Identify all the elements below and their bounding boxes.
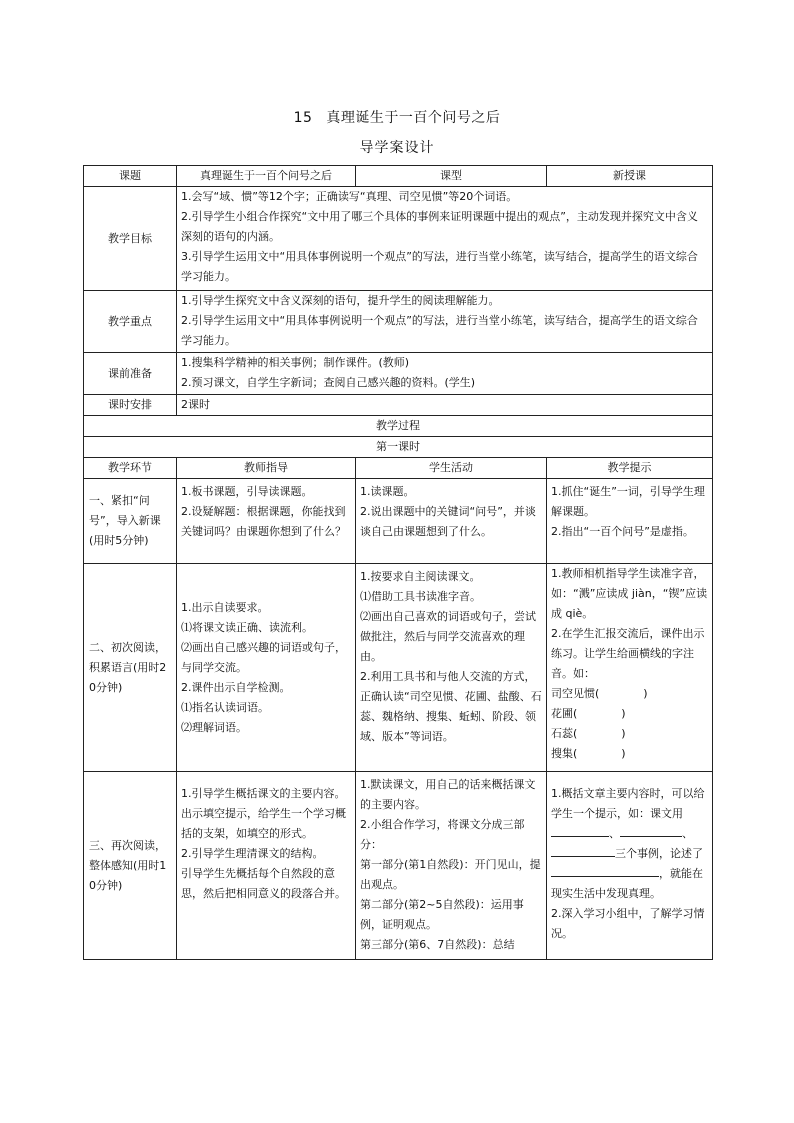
focus-item: 1.引导学生探究文中含义深刻的语句，提升学生的阅读理解能力。: [181, 294, 500, 307]
lesson-plan-table: [83, 165, 713, 960]
goals-row: [84, 187, 713, 291]
prep-item: 1.搜集科学精神的相关事例；制作课件。(教师): [181, 356, 410, 369]
fill-blank: [551, 824, 609, 837]
student-item: 1.按要求自主阅读课文。: [360, 570, 481, 583]
type-label: 课型: [356, 166, 547, 187]
stage-row: [84, 772, 713, 960]
focus-item: 2.引导学生运用文中“用具体事例说明一个观点”的写法，进行当堂小练笔，读写结合，提高学生的语文综合学习能力。: [181, 314, 698, 347]
session-title: 第一课时: [84, 437, 713, 458]
teacher-item: 引导学生先概括每个自然段的意思，然后把相同意义的段落合并。: [181, 867, 346, 900]
column-header: 教师指导: [177, 458, 356, 479]
time-value: 2课时: [177, 395, 713, 416]
time-label: 课时安排: [84, 395, 177, 416]
tip-item: 2.指出“一百个问号”是虚指。: [551, 525, 694, 538]
type-value: 新授课: [547, 166, 713, 187]
student-activity: [356, 772, 547, 960]
student-item: 2.利用工具书和与他人交流的方式，正确认读“司空见惯、花圃、盐酸、石蕊、魏格纳、搜集、蚯蚓、阶段、领域、版本”等词语。: [360, 670, 542, 743]
stage-row: [84, 564, 713, 772]
column-header: 学生活动: [356, 458, 547, 479]
tip-item: 1.教师相机指导学生读准字音，如：“溅”应读成 jiàn，“锲”应读成 qiè。: [551, 567, 708, 620]
tip-word: 司空见惯( ): [551, 687, 648, 700]
student-activity: [356, 479, 547, 564]
focus-label: 教学重点: [84, 291, 177, 353]
student-activity: [356, 564, 547, 772]
lesson-number: 15: [293, 110, 313, 126]
teaching-tips: 1.概括文章主要内容时，可以给学生一个提示，如：课文用、 、三个事例，论述了，就能在现实生活中发现真理。 2.深入学习小组中，了解学习情况。: [547, 772, 713, 960]
teacher-item: ⑵画出自己感兴趣的词语或句子，与同学交流。: [181, 640, 346, 674]
topic-label: 课题: [84, 166, 177, 187]
stage-label: 一、紧扣“问号”，导入新课(用时5分钟): [84, 479, 177, 564]
tip-word: 花圃( ): [551, 707, 626, 720]
student-item: ⑵画出自己喜欢的词语或句子，尝试做批注，然后与同学交流喜欢的理由。: [360, 610, 536, 663]
session-row: [84, 437, 713, 458]
teacher-item: ⑴将课文读正确、读流利。: [181, 620, 313, 634]
topic-value: 真理诞生于一百个问号之后: [177, 166, 356, 187]
goal-item: 1.会写“域、惯”等12个字；正确读写“真理、司空见惯”等20个词语。: [181, 190, 518, 203]
lesson-title-text: 真理诞生于一百个问号之后: [326, 110, 501, 126]
focus-content: [177, 291, 713, 353]
tip-word: 搜集( ): [551, 747, 626, 760]
process-header-row: [84, 458, 713, 479]
student-item: 2.小组合作学习，将课文分成三部分：: [360, 818, 525, 851]
teacher-item: ⑵理解词语。: [181, 720, 247, 734]
student-item: 1.默读课文，用自己的话来概括课文的主要内容。: [360, 778, 536, 811]
tip-text: 三个事例，论述了: [615, 847, 703, 860]
fill-blank: [551, 844, 615, 857]
teacher-guidance: [177, 772, 356, 960]
column-header: 教学环节: [84, 458, 177, 479]
student-item: 第一部分(第1自然段)：开门见山，提出观点。: [360, 858, 541, 891]
prep-row: [84, 353, 713, 395]
prep-label: 课前准备: [84, 353, 177, 395]
teacher-item: 出示填空提示，给学生一个学习概括的支架，如填空的形式。: [181, 807, 346, 840]
teacher-item: 1.板书课题，引导读课题。: [181, 485, 313, 498]
process-title: 教学过程: [84, 416, 713, 437]
stage-label: 三、再次阅读，整体感知(用时10分钟): [84, 772, 177, 960]
student-item: 第二部分(第2~5自然段)：运用事例，证明观点。: [360, 898, 524, 931]
tip-item: 1.抓住“诞生”一词，引导学生理解课题。: [551, 485, 705, 518]
student-item: 2.说出课题中的关键词“问号”，并谈谈自己由课题想到了什么。: [360, 505, 536, 538]
teaching-tips: [547, 564, 713, 772]
student-item: 1.读课题。: [360, 485, 415, 498]
goals-content: [177, 187, 713, 291]
teacher-item: 1.引导学生概括课文的主要内容。: [181, 787, 346, 800]
fill-blank: [551, 864, 659, 877]
student-item: ⑴借助工具书读准字音。: [360, 590, 481, 603]
process-title-row: [84, 416, 713, 437]
goal-item: 2.引导学生小组合作探究“文中用了哪三个具体的事例来证明课题中提出的观点”，主动发现并探究文中含义深刻的语句的内涵。: [181, 210, 698, 243]
tip-item: 2.在学生汇报交流后，课件出示练习。让学生给画横线的字注音。如：: [551, 627, 705, 680]
prep-content: [177, 353, 713, 395]
page-subtitle: 导学案设计: [359, 140, 435, 156]
teacher-item: 2.设疑解题：根据课题，你能找到关键词吗？由课题你想到了什么？: [181, 505, 346, 538]
time-row: [84, 395, 713, 416]
column-header: 教学提示: [547, 458, 713, 479]
tip-text: ，就能在现实生活中发现真理。: [551, 867, 703, 900]
tip-text: 1.概括文章主要内容时，可以给学生一个提示，如：课文用: [551, 787, 705, 820]
student-item: 第三部分(第6、7自然段)：总结: [360, 938, 515, 951]
goal-item: 3.引导学生运用文中“用具体事例说明一个观点”的写法，进行当堂小练笔，读写结合，提高学生的语文综合学习能力。: [181, 250, 698, 283]
teacher-guidance: [177, 479, 356, 564]
teacher-guidance: [177, 564, 356, 772]
fill-blank: [620, 824, 682, 837]
tip-word: 石蕊( ): [551, 727, 626, 740]
prep-item: 2.预习课文，自学生字新词；查阅自己感兴趣的资料。(学生): [181, 376, 476, 389]
stage-row: [84, 479, 713, 564]
tip-item: 2.深入学习小组中，了解学习情况。: [551, 907, 705, 940]
teaching-tips: [547, 479, 713, 564]
focus-row: [84, 291, 713, 353]
lesson-title: [0, 107, 794, 127]
teacher-item: 1.出示自读要求。: [181, 600, 269, 614]
goals-label: 教学目标: [84, 187, 177, 291]
stage-label: 二、初次阅读，积累语言(用时20分钟): [84, 564, 177, 772]
teacher-item: 2.课件出示自学检测。: [181, 680, 291, 694]
topic-row: [84, 166, 713, 187]
teacher-item: 2.引导学生理清课文的结构。: [181, 847, 324, 860]
teacher-item: ⑴指名认读词语。: [181, 700, 269, 714]
